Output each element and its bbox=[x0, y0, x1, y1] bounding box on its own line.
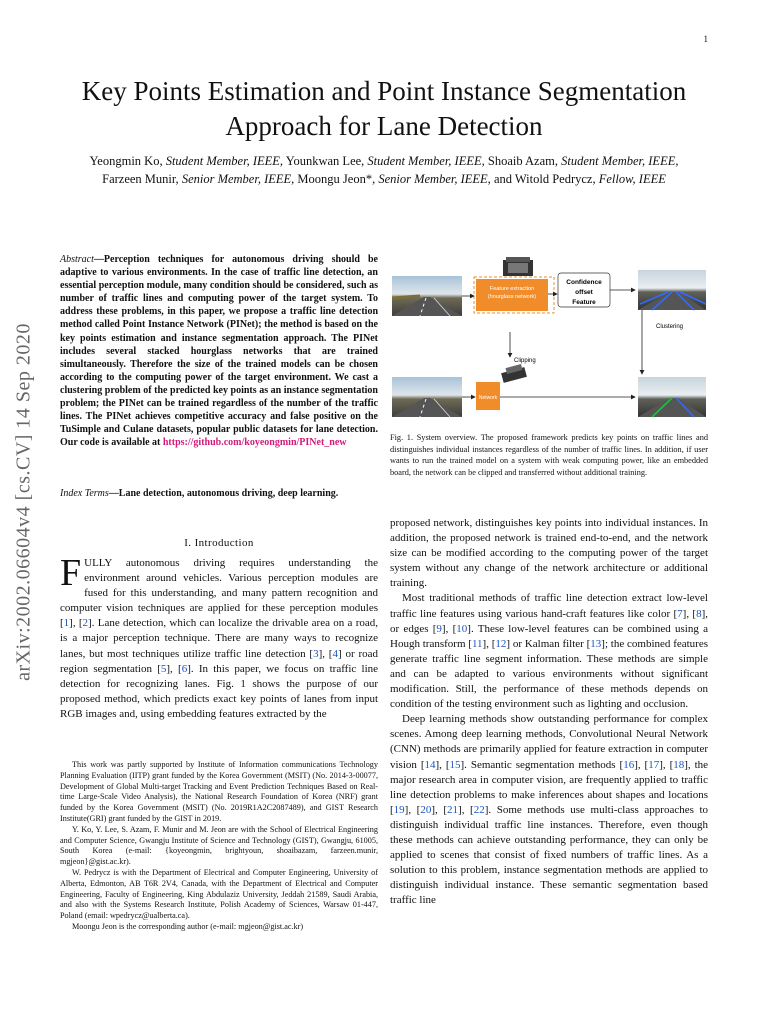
citation[interactable]: 3 bbox=[313, 647, 319, 660]
svg-text:offset: offset bbox=[575, 289, 593, 296]
code-link[interactable]: https://github.com/koyeongmin/PINet_new bbox=[162, 437, 347, 449]
citation[interactable]: 14 bbox=[424, 758, 436, 771]
footnote-corresponding: Moongu Jeon is the corresponding author (e-mail: mgjeon@gist.ac.kr) bbox=[72, 921, 304, 931]
paper-title: Key Points Estimation and Point Instance Segmentation Approach for Lane Detection bbox=[81, 76, 687, 141]
citation[interactable]: 13 bbox=[590, 637, 602, 650]
intro-paragraph: FULLY autonomous driving requires understanding the environment around vehicles. Various perception modules are fused for this understanding, and many pattern recognition and computer vision techniques are applied for these perception modules [1], [2]. Lane detection, which can localize the drivable area on a road, is a major perception technique. There are many ways to recognize lanes, but most techniques utilize traffic line detection [3], [4] or road region segmentation [5], [6]. In this paper, we focus on traffic line detection for recognizing lanes. Fig. 1 shows the purpose of our proposed method, which predicts exact key points of lanes from input RGB images and, using embedding features extracted by the bbox=[60, 552, 379, 720]
svg-text:Feature extraction: Feature extraction bbox=[489, 286, 535, 292]
output-road-image-bottom bbox=[638, 377, 706, 417]
gpu-device-icon bbox=[503, 257, 533, 276]
footnote-affiliation-pedrycz: W. Pedrycz is with the Department of Electrical and Computer Engineering, University of Alberta, Edmonton, AB T6R 2V4, Canada, with the Department of Electrical and Computer Engineering, Faculty of Engineering, King Abdulaziz University, Jeddah 21589, Saudi Arabia, and also with the Systems Research Institute, Polish Academy of Sciences, Warsaw 01-447, Poland (email: wpedrycz@ualberta.ca). bbox=[60, 867, 378, 921]
citation[interactable]: 18 bbox=[673, 758, 685, 771]
embedded-board-icon bbox=[501, 364, 527, 383]
citation[interactable]: 4 bbox=[332, 647, 338, 660]
figure-1 bbox=[390, 252, 708, 427]
page-number: 1 bbox=[703, 34, 708, 44]
section-heading: I. Introduction bbox=[184, 537, 254, 549]
output-road-image-top bbox=[638, 270, 706, 310]
citation[interactable]: 8 bbox=[696, 607, 702, 620]
index-terms: Index Terms—Lane detection, autonomous driving, deep learning. bbox=[60, 488, 339, 499]
author-list: Yeongmin Ko, Student Member, IEEE, Younkwan Lee, Student Member, IEEE, Shoaib Azam, Student Member, IEEE, Farzeen Munir, Senior Member, IEEE, Moongu Jeon*, Senior Member, IEEE, and Witold Pedrycz, Fellow, IEEE bbox=[89, 154, 679, 186]
svg-text:Clipping: Clipping bbox=[514, 358, 536, 364]
paragraph: proposed network, distinguishes key points into individual instances. In addition, the proposed network is trained end-to-end, and the network size can be modified according to the computing power of the target system without any change of the network architecture or additional training. bbox=[390, 517, 708, 590]
citation[interactable]: 21 bbox=[447, 803, 459, 816]
citation[interactable]: 15 bbox=[449, 758, 461, 771]
citation[interactable]: 5 bbox=[160, 662, 167, 675]
figure-caption: Fig. 1. System overview. The proposed framework predicts key points on traffic lines and distinguishes individual instances regardless of the number of traffic lines. In addition, if user wants to run the trained model on a system with weak computing power, like an embedded board, the network can be clipped and transferred without additional training. bbox=[390, 433, 708, 477]
citation[interactable]: 9 bbox=[436, 622, 442, 635]
citation[interactable]: 12 bbox=[495, 637, 507, 650]
citation[interactable]: 16 bbox=[623, 758, 635, 771]
citation[interactable]: 20 bbox=[420, 803, 432, 816]
citation[interactable]: 1 bbox=[63, 617, 70, 630]
citation[interactable]: 11 bbox=[471, 637, 483, 650]
paragraph: Most traditional methods of traffic line detection extract low-level traffic line features using various hand-craft features like color [7], [8], or edges [9], [10]. These low-level features can be combined using a Hough transform [11], [12] or Kalman filter [13]; the combined features generate traffic line segment information. These methods are simple and can be adapted to various environments without significant modification. Still, the performance of these methods depends on condition of the testing environment such as lighting and occlusion. bbox=[390, 592, 709, 711]
input-road-image-top bbox=[392, 276, 462, 316]
svg-text:Feature: Feature bbox=[572, 299, 596, 306]
input-road-image-bottom bbox=[392, 377, 462, 417]
citation[interactable]: 2 bbox=[82, 617, 89, 630]
right-column bbox=[390, 516, 708, 908]
paragraph: Deep learning methods show outstanding performance for complex scenes. Among deep learning methods, Convolutional Neural Network (CNN) methods are primarily applied for feature extraction in computer vision [14], [15]. Semantic segmentation methods [16], [17], [18], the major research area in computer vision, are frequently applied to traffic line detection problems to make inferences about shapes and locations [19], [20], [21], [22]. Some methods use multi-class approaches to distinguish individual traffic line instances. Therefore, even though these methods can achieve outstanding performance, they can only be applied to scenes that consist of fixed numbers of traffic lines. As a solution to this problem, instance segmentation methods are applied to distinguish individual instance. These semantic segmentation based traffic line bbox=[390, 713, 709, 907]
svg-text:Clustering: Clustering bbox=[656, 324, 684, 330]
citation[interactable]: 17 bbox=[648, 758, 660, 771]
abstract: Abstract—Perception techniques for autonomous driving should be adaptive to various environments. In the case of traffic line detection, an essential perception module, many condition should be considered, such as number of traffic lines and computing power of the target system. To address these problems, in this paper, we propose a traffic line detection method called Point Instance Network (PINet); the method is based on the key points estimation and instance segmentation approach. The PINet includes several stacked hourglass networks that are trained simultaneously. Therefore the size of the trained models can be chosen according to the computing power of the target environment. We cast a clustering problem of the predicted key points as an instance segmentation problem; the PINet can be trained regardless of the number of the traffic lines. The PINet achieves competitive accuracy and false positive on the TuSimple and Culane datasets, popular public datasets for lane detection. Our code is available at https://github.com/koyeongmin/PINet_new bbox=[60, 254, 378, 449]
footnote-affiliation-gist: Y. Ko, Y. Lee, S. Azam, F. Munir and M. Jeon are with the School of Electrical Engineering and Computer Science, Gwangju Institute of Science and Technology (GIST), Gwangju, 61005, South Korea (e-mail: {koyeongmin, brightyoun, shoaibazam, farzeen.munir, mgjeon}@gist.ac.kr). bbox=[60, 824, 378, 867]
svg-text:Confidence: Confidence bbox=[566, 279, 602, 286]
footnotes bbox=[60, 760, 378, 933]
footnote-funding: This work was partly supported by Institute of Information communications Technology Planning Evaluation (IITP) grant funded by the Korea Government (MSIT) (No. 2014-3-00077, Development of Global Multi-target Tracking and Event Prediction Techniques Based on Real-time Large-Scale Video Analysis), the National Research Foundation of Korea (NRF) grant funded by the Korea Government (MSIT) (No. 2019R1A2C2087489), and GIST Research Institute(GRI) grant funded by the GIST in 2019. bbox=[60, 760, 378, 823]
citation[interactable]: 6 bbox=[181, 662, 188, 675]
citation[interactable]: 10 bbox=[456, 622, 468, 635]
arxiv-watermark: arXiv:2002.06604v4 [cs.CV] 14 Sep 2020 bbox=[12, 323, 35, 681]
svg-text:Network: Network bbox=[478, 395, 498, 401]
citation[interactable]: 22 bbox=[473, 803, 485, 816]
citation[interactable]: 7 bbox=[677, 607, 683, 620]
svg-text:(hourglass network): (hourglass network) bbox=[487, 294, 537, 300]
drop-cap: F bbox=[60, 552, 82, 594]
citation[interactable]: 19 bbox=[393, 803, 405, 816]
